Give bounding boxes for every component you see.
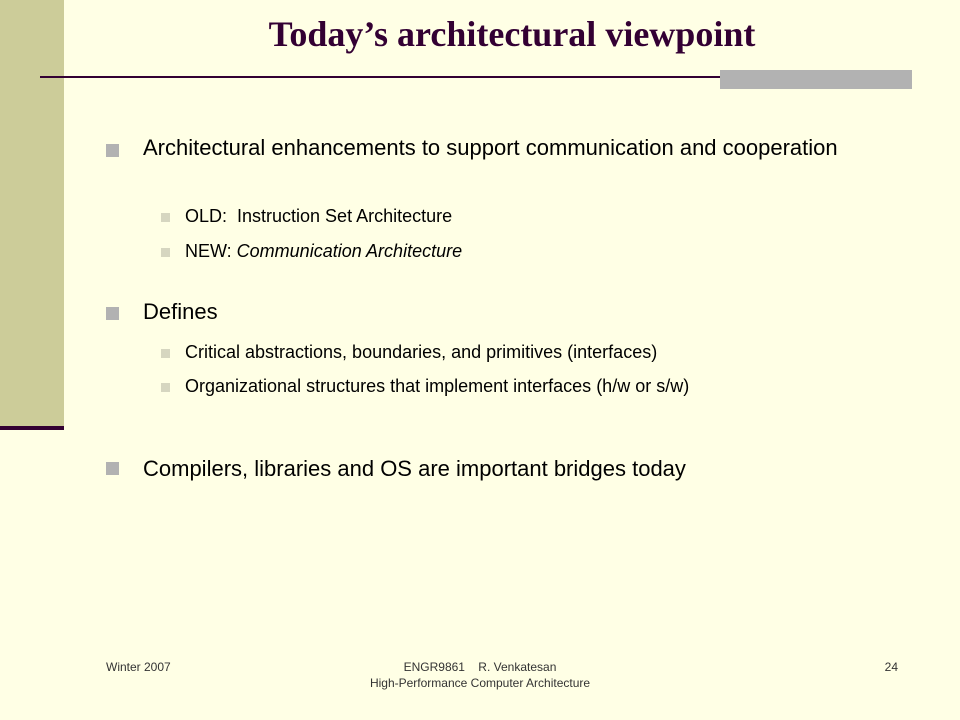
sub-bullet-item [185, 239, 905, 263]
slide-number: 24 [884, 660, 898, 674]
bullet-marker [106, 462, 119, 475]
left-accent-underline [0, 426, 64, 430]
sub-bullet-prefix: NEW: [185, 241, 237, 261]
sub-bullet-text: Instruction Set Architecture [237, 206, 453, 226]
bullet-item: Compilers, libraries and OS are important bridges today [143, 456, 686, 481]
footer-course-line2: High-Performance Computer Architecture [369, 676, 591, 690]
bullet-marker [106, 307, 119, 320]
bullet-item: Defines [143, 299, 218, 324]
bullet-item: Architectural enhancements to support communication and cooperation [143, 135, 838, 160]
sub-bullet-marker [161, 213, 170, 222]
sub-bullet-marker [161, 383, 170, 392]
sub-bullet-item: Organizational structures that implement interfaces (h/w or s/w) [185, 376, 690, 396]
sub-bullet-text: Communication Architecture [236, 241, 463, 261]
slide-title: Today’s architectural viewpoint [268, 14, 756, 54]
sub-bullet-marker [161, 349, 170, 358]
left-accent-bar [0, 0, 64, 427]
footer-course-line1: ENGR9861 R. Venkatesan [403, 660, 557, 674]
footer-date: Winter 2007 [106, 660, 171, 674]
sub-bullet-prefix: OLD: [185, 206, 238, 226]
sub-bullet-item: Critical abstractions, boundaries, and primitives (interfaces) [185, 342, 658, 362]
sub-bullet-marker [161, 248, 170, 257]
footer-course [300, 659, 660, 691]
sub-bullet-item [185, 204, 905, 228]
title-accent-block [720, 70, 912, 89]
bullet-marker [106, 144, 119, 157]
